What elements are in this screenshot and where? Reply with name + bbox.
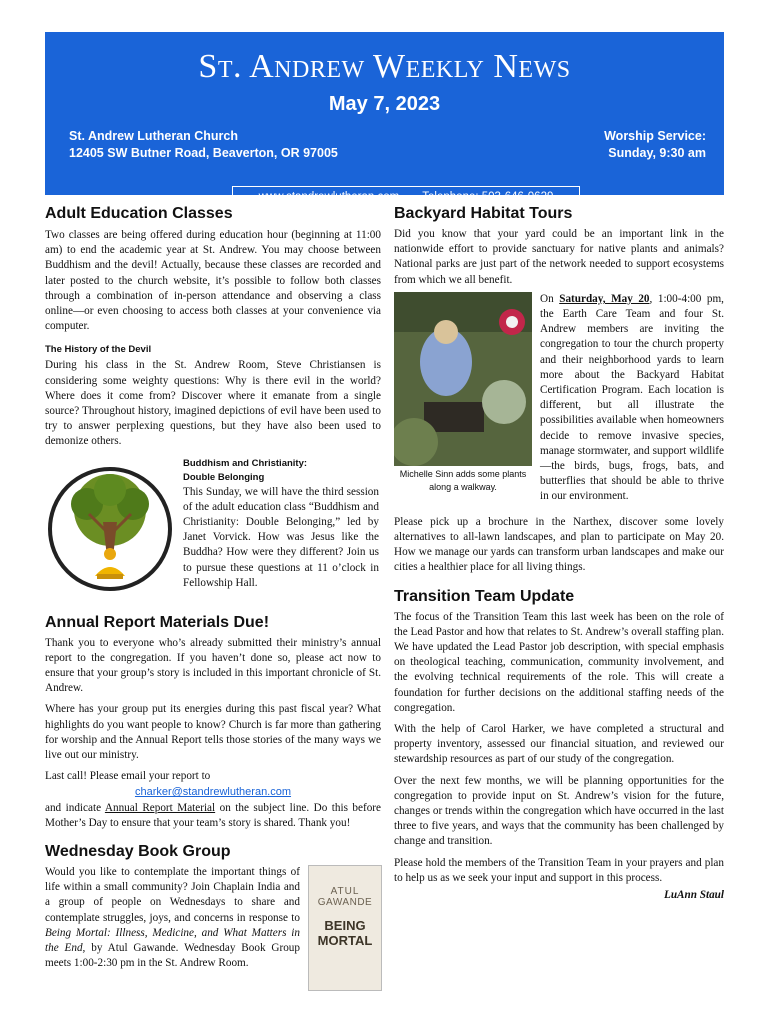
- garden-photo: [394, 292, 532, 466]
- annual-p4-start: and indicate: [45, 801, 102, 814]
- buddhism-paragraph: This Sunday, we will have the third session of the adult education class “Buddhism and Christianity: Double Belonging,” led by Janet Vorvick. How was Jesus like the Buddha? How were they different? Join us to pursue these questions at 11 o’clock in Fellowship Hall.: [183, 485, 379, 589]
- bullet-separator: ■: [408, 193, 414, 202]
- website-link[interactable]: www.standrewlutheran.com: [258, 191, 400, 203]
- church-address: 12405 SW Butner Road, Beaverton, OR 97005: [69, 146, 338, 160]
- masthead: [45, 32, 724, 203]
- annual-p4: [45, 801, 381, 831]
- annual-report-heading: Annual Report Materials Due!: [45, 613, 270, 631]
- book-group-heading: Wednesday Book Group: [45, 843, 231, 861]
- devil-text: During his class in the St. Andrew Room, Steve Christiansen is considering some weighty questions: Why is there evil in the world? Where does it come from? Discover where it emanate from a single source? Throughout history, imagined depictions of evil have been used to try to answer perplexing questions, but they have also been used to demonize others.: [45, 359, 381, 448]
- devil-subheading: The History of the Devil: [45, 344, 152, 356]
- adult-ed-intro: Two classes are being offered during education hour (beginning at 11:00 am) to end the academic year at St. Andrew. You may choose between Buddhism and the devil! Actually, because these classes are recorded and later posted to the church website, it’s possible to follow both classes through a combination of in-person attendance and observing a class online—or even choosing to access both classes at your convenience via computer.: [45, 229, 381, 333]
- cover-author-1: ATUL: [330, 886, 360, 898]
- book-title: Being Mortal: Illness, Medicine, and What Matters in the End,: [45, 926, 300, 955]
- signature: LuAnn Staul: [663, 889, 724, 902]
- worship-info: [604, 128, 706, 162]
- book-text-end: by Atul Gawande. Wednesday Book Group meets 1:00-2:30 pm in the St. Andrew Room.: [45, 942, 300, 970]
- adult-ed-heading: Adult Education Classes: [45, 205, 233, 222]
- buddhism-subheading-1: Buddhism and Christianity:: [183, 457, 308, 469]
- transition-p4: Please hold the members of the Transition Team in your prayers and plan to help us as we seek your input and support in this process.: [394, 856, 724, 884]
- buddhism-text: [183, 458, 379, 591]
- email-line: [45, 785, 381, 800]
- tour-text-start: On: [540, 292, 554, 305]
- right-column: [394, 205, 724, 903]
- issue-date: May 7, 2023: [328, 93, 441, 115]
- book-cover: [308, 865, 382, 991]
- backyard-photo-block: [394, 292, 724, 509]
- backyard-intro: Did you know that your yard could be an important link in the nationwide effort to provide sanctuary for native plants and animals? National parks are just part of the network needed to support ecosystems from which we all benefit.: [394, 228, 724, 286]
- phone-number: Telephone: 503-646-0629: [422, 191, 554, 203]
- church-info: [69, 128, 338, 162]
- cover-title-2: MORTAL: [317, 933, 373, 949]
- buddhism-block: [45, 458, 381, 606]
- transition-p2: With the help of Carol Harker, we have completed a structural and property inventory, assessed our financial situation, and reviewed our stewardship resources as part of our study of the congregation.: [394, 723, 724, 766]
- annual-p2: Where has your group put its energies during this past fiscal year? What highlights do you want people to know? Church is far more than gathering for worship and the Annual Report tells those stories of the many ways we live out our ministry.: [45, 703, 381, 762]
- subject-line-text: Annual Report Material: [104, 801, 216, 814]
- tour-date: Saturday, May 20: [559, 292, 650, 305]
- buddhism-subheading-2: Double Belonging: [183, 471, 265, 483]
- worship-label: Worship Service:: [604, 129, 706, 143]
- annual-p1: Thank you to everyone who’s already submitted their ministry’s annual report to the congregation. If you haven’t done so, please act now to ensure that your group’s story is included in this important chronicle of St. Andrew.: [45, 636, 381, 695]
- cover-author-2: GAWANDE: [317, 897, 373, 909]
- photo-caption: Michelle Sinn adds some plants along a walkway.: [399, 468, 527, 492]
- transition-heading: Transition Team Update: [394, 587, 575, 605]
- annual-p3: Last call! Please email your report to: [45, 770, 211, 783]
- backyard-closing: Please pick up a brochure in the Narthex, discover some lovely alternatives to all-lawn landscapes, and plan to participate on May 20. How we manage our yards can transform urban landscapes and make our cities a healthier place for all living things.: [394, 515, 724, 574]
- church-name: St. Andrew Lutheran Church: [69, 129, 238, 143]
- tree-buddha-illustration: [45, 462, 175, 597]
- tour-details: [540, 292, 724, 505]
- report-email-link[interactable]: charker@standrewlutheran.com: [134, 786, 292, 799]
- book-group-block: [45, 865, 381, 971]
- left-column: [45, 205, 381, 972]
- worship-time: Sunday, 9:30 am: [608, 146, 706, 160]
- book-paragraph: [45, 865, 300, 971]
- garden-photo-art: [394, 292, 532, 466]
- transition-p3: Over the next few months, we will be planning opportunities for the congregation to provide input on St. Andrew’s vision for the future, changes or trends within the congregation which have occurred in the last three to five years, and ways that the community has been challenged by change and transition.: [394, 774, 724, 848]
- tour-text-end: , 1:00-4:00 pm, the Earth Care Team and four St. Andrew members are inviting the congregation to tour the church property and their neighborhood yards to learn more about the Backyard Habitat Certification Program. Each location is different, but all illustrate the possibilities available when homeowners decide to remove invasive species, manage stormwater, and support wildlife—the birds, bugs, frogs, bats, and butterflies that should be able to thrive in our environment.: [540, 292, 724, 503]
- annual-p4-end: on the subject line. Do this before Mother’s Day to ensure that your team’s story is shared. Thank you!: [45, 801, 382, 829]
- cover-title-1: BEING: [324, 918, 366, 934]
- newsletter-title: St. Andrew Weekly News: [198, 48, 571, 85]
- book-text-start: Would you like to contemplate the important things of life within a small community? Join Chaplain India and a group of people on Wednesdays to share and contemplate struggles, joys, and concerns in response to: [45, 866, 300, 924]
- backyard-heading: Backyard Habitat Tours: [394, 205, 573, 222]
- transition-p1: The focus of the Transition Team this last week has been on the role of the Lead Pastor and how that relates to St. Andrew’s overall staffing plan. We have updated the Lead Pastor job description, with special emphasis on theological teaching, communication, community involvement, and the evolving technical requirements of the role. This will create a foundation for further decisions on the additional staffing needs of the congregation.: [394, 610, 724, 714]
